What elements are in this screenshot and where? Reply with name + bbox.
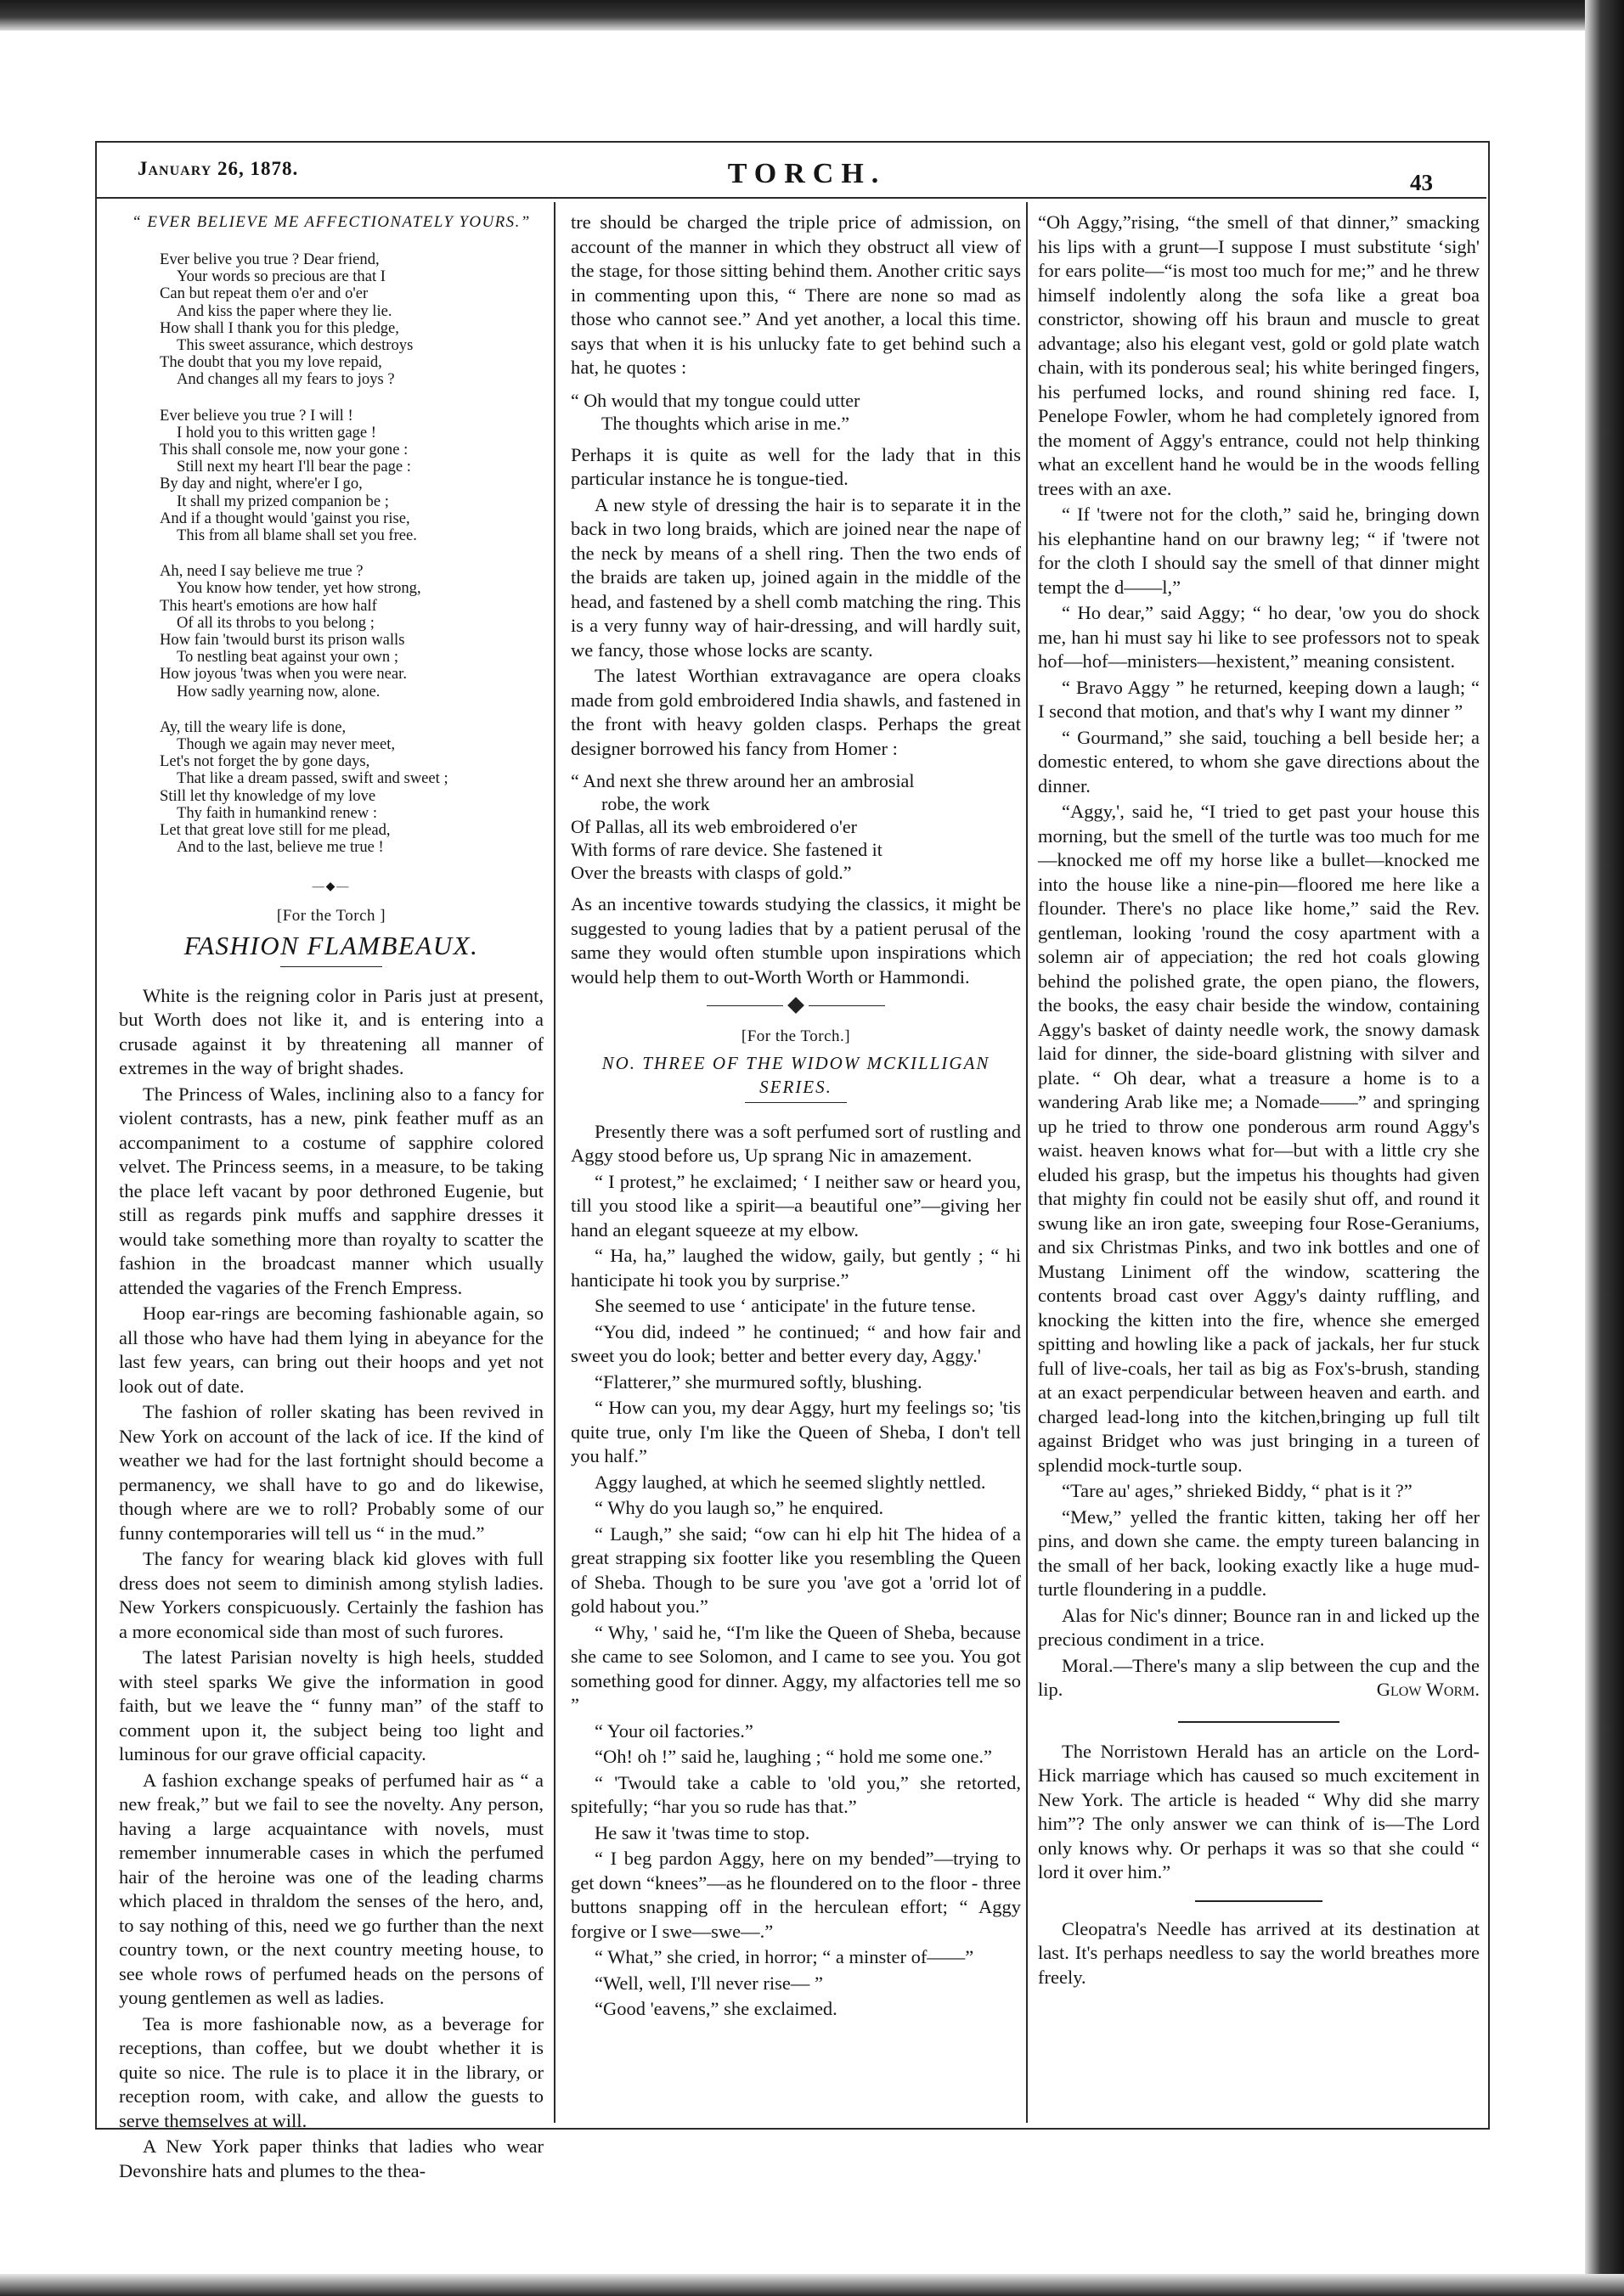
article-paragraph: A fashion exchange speaks of perfumed hair as “ a new freak,” but we fail to see the novelty. Any person, having a large acquaintance with novels, must remember innumerable cases in which the perfumed hair of the heroine was one of the leading charms which placed in thraldom the senses of the hero, and, to say nothing of this, need we go further than the next country town, or the next country meeting house, to see whole rows of perfumed heads on the persons of young gentlemen as well as ladies. (119, 1769, 544, 2008)
article-paragraph: “ I beg pardon Aggy, here on my bended”—trying to get down “knees”—as he floundered on to the floor - three buttons snapping off in the herculean effort; “ Aggy forgive or I swe—swe—.” (571, 1848, 1021, 1942)
title-rule (745, 1102, 847, 1103)
article-paragraph: Aggy laughed, at which he seemed slightly nettled. (595, 1471, 986, 1493)
article-paragraph: The latest Parisian novelty is high heels, studded with steel sparks We give the information in good faith, but we leave the “ funny man” of the staff to comment upon it, the subject being too light and luminous for our grave official capacity. (119, 1646, 544, 1764)
poem-line: And changes all my fears to joys ? (177, 370, 395, 389)
scan-edge-right (1585, 0, 1624, 2296)
article-paragraph: “ Bravo Aggy ” he returned, keeping down a laugh; “ I second that motion, and that's why I want my dinner ” (1038, 676, 1480, 722)
poem-line: Ah, need I say believe me true ? (160, 562, 364, 581)
widow-for-label: [For the Torch.] (741, 1027, 851, 1045)
poem-line: Still next my heart I'll bear the page : (177, 458, 411, 476)
poem-line: Though we again may never meet, (177, 735, 396, 754)
column-divider-1 (554, 202, 555, 2123)
poem-line: Can but repeat them o'er and o'er (160, 284, 369, 303)
article-paragraph: Hoop ear-rings are becoming fashionable again, so all those who have had them lying in abeyance for the last few years, can bring out their hoops and yet not look out of date. (119, 1303, 544, 1397)
brief-cleopatra: Cleopatra's Needle has arrived at its destination at last. It's perhaps needless to say the world breathes more freely. (1038, 1917, 1480, 1988)
ornament-divider (571, 999, 1021, 1011)
poem-title: “ EVER BELIEVE ME AFFECTIONATELY YOURS.” (132, 213, 531, 231)
fashion-title: FASHION FLAMBEAUX. (183, 930, 479, 960)
poem-line: Of all its throbs to you belong ; (177, 613, 375, 632)
article-paragraph: “ Gourmand,” she said, touching a bell beside her; a domestic entered, to whom she gave directions about the dinner. (1038, 726, 1480, 796)
poem-line: This shall console me, now your gone : (160, 441, 409, 459)
poem-line: How joyous 'twas when you were near. (160, 665, 407, 684)
article-paragraph: “ What,” she cried, in horror; “ a minster of——” (595, 1946, 974, 1967)
poem-stanza (119, 251, 544, 389)
article-paragraph: “You did, indeed ” he continued; “ and how fair and sweet you do look; better and better every day, Aggy.' (571, 1320, 1021, 1366)
article-paragraph: “Oh Aggy,”rising, “the smell of that dinner,” smacking his lips with a grunt—I suppose I must substitute ‘sigh' for ears polite—“is most too much for me;” and he threw himself indolently along the sofa like a great boa constrictor, showing off his braun and muscle to great advantage; also his elegant vest, gold or gold plate watch chain, with its ponderous seal; his white beringed fingers, his perfumed locks, and round shining red face. I, Penelope Fowler, whom he had completely ignored from the moment of Aggy's entrance, could not help thinking what an excellent hand he would be in the woods felling trees with an axe. (1038, 211, 1480, 499)
article-paragraph: A New York paper thinks that ladies who wear Devonshire hats and plumes to the thea- (119, 2136, 544, 2181)
poem-line: Let's not forget the by gone days, (160, 752, 370, 771)
poem-line: How shall I thank you for this pledge, (160, 318, 399, 337)
verse-line: Of Pallas, all its web embroidered o'er (571, 816, 857, 837)
poem-line: This heart's emotions are how half (160, 596, 377, 615)
article-paragraph: “Mew,” yelled the frantic kitten, taking her off her pins, and down she came. the empty tureen balancing in the small of her back, looking exactly like a huge mud-turtle floundering in a puddle. (1038, 1505, 1480, 1600)
column-divider-2 (1026, 202, 1028, 2123)
scan-edge-bottom (0, 2274, 1624, 2296)
poem-line: You know how tender, yet how strong, (177, 579, 421, 598)
article-paragraph: Tea is more fashionable now, as a beverage for receptions, than coffee, but we doubt whether it is quite so nice. The rule is to place it in the library, or reception room, with cake, and allow the guests to serve themselves at will. (119, 2012, 544, 2131)
poem-line: Ever belive you true ? Dear friend, (160, 250, 380, 268)
article-paragraph: “Aggy,', said he, “I tried to get past your house this morning, but the smell of the turtle was too much for me—knocked me off my horse like a bullet—knocked me into the house like a nine-pin—floored me here like a flounder. There's no place like home,” said the Rev. gentleman, looking 'round the cosy apartment with a solemn air of appeciation; the red hot coals glowing behind the polished grate, the open piano, the flowers, the books, the easy chair beside the window, containing Aggy's basket of dainty needle work, the snowy damask laid for dinner, the side-board glistning with silver and plate. “ Oh dear, what a treasure a home is to a wandering Arab like me; a Nomade——” and springing up he tried to throw one ponderous arm round Aggy's waist. heaven knows what for—but with a little cry she eluded his grasp, but the impetus his thoughts had given that mighty fin could not be easily shut off, and round it swung like an iron gate, sweeping four Rose-Geraniums, and six Christmas Pinks, and two ink bottles and one of Mustang Liniment off the window, scattering the contents broad cast over Aggy's dainty ruffling, and knocking the kitten into the fire, whence she emerged spitting and howling like a pack of jackals, her fur stuck full of live-coals, her tail as big as Fox's-brush, standing at an exact perpendicular between heaven and earth. and charged lead-long into the kitchen,bringing up full tilt against Bridget who was just bringing in a tureen of splendid mock-turtle soup. (1038, 801, 1480, 1476)
poem-line: How fain 'twould burst its prison walls (160, 631, 405, 650)
poem-line: Thy faith in humankind renew : (177, 803, 377, 822)
moral-text (1038, 1654, 1480, 1702)
article-paragraph: White is the reigning color in Paris just at present, but Worth does not like it, and is entering into a crusade against it by threatening all manner of extremes in the way of bright shades. (119, 984, 544, 1078)
poem-line: Still let thy knowledge of my love (160, 786, 376, 805)
article-paragraph: “Good 'eavens,” she exclaimed. (595, 1998, 837, 2019)
article-paragraph: “ How can you, my dear Aggy, hurt my feelings so; 'tis quite true, only I'm like the Queen of Sheba, I don't tell you half.” (571, 1397, 1021, 1466)
poem-line: And to the last, believe me true ! (177, 838, 384, 857)
poem-line: To nestling beat against your own ; (177, 648, 399, 667)
fashion-for-label: [For the Torch ] (276, 907, 386, 925)
widow-story-part2 (1038, 211, 1480, 1652)
poem-line: By day and night, where'er I go, (160, 475, 363, 493)
article-paragraph: “ Laugh,” she said; “ow can hi elp hit The hidea of a great strapping six footter like you resembling the Queen of Sheba. Though to be sure you 'ave got a 'orrid lot of gold habout you.” (571, 1522, 1021, 1617)
article-paragraph: The Princess of Wales, inclining also to a fancy for violent contrasts, has a new, pink feather muff as an accompaniment to a costume of sapphire colored velvet. The Princess seems, in a measure, to be taking the place left vacant by poor dethroned Eugenie, but still as regards pink muffs and sapphire dresses it would take something more than royalty to scatter the fashion in the broadcast manner which usually attended the vagaries of the French Empress. (119, 1083, 544, 1298)
article-paragraph: “Flatterer,” she murmured softly, blushing. (595, 1370, 922, 1393)
poem-line: And kiss the paper where they lie. (177, 301, 392, 320)
article-paragraph: “Oh! oh !” said he, laughing ; “ hold me some one.” (595, 1746, 992, 1767)
poem-line: How sadly yearning now, alone. (177, 682, 381, 701)
article-paragraph: The fancy for wearing black kid gloves with full dress does not seem to diminish among stylish ladies. New Yorkers conspicuously. Certainly the fashion has a more economical side than most of such furores. (119, 1548, 544, 1642)
author-signature: Glow Worm. (1376, 1679, 1480, 1700)
poem-stanza (119, 408, 544, 545)
brief-norristown: The Norristown Herald has an article on the Lord-Hick marriage which has caused so much excitement in New York. The article is headed “ Why did she marry him”? The only answer we can think of is—The Lord only knows why. Or perhaps it was so that she could “ lord it over him.” (1038, 1740, 1480, 1882)
poem-line: And if a thought would 'gainst you rise, (160, 509, 410, 527)
column-2 (571, 211, 1021, 2119)
scan-edge-top (0, 0, 1624, 31)
article-paragraph: Alas for Nic's dinner; Bounce ran in and licked up the precious condiment in a trice. (1038, 1604, 1480, 1650)
article-paragraph: “Tare au' ages,” shrieked Biddy, “ phat is it ?” (1062, 1480, 1413, 1501)
article-paragraph: A new style of dressing the hair is to separate it in the back in two long braids, which are joined near the nape of the neck by means of a shell ring. Then the two ends of the braids are taken up, joined again in the middle of the head, and fastened by a shell comb matching the ring. This is a very funny way of hair-dressing, and will hardly suit, we fancy, those whose locks are scanty. (571, 493, 1021, 661)
article-paragraph: “ Your oil factories.” (595, 1719, 753, 1742)
article-paragraph: Presently there was a soft perfumed sort of rustling and Aggy stood before us, Up sprang Nic in amazement. (571, 1120, 1021, 1166)
separator-rule (1195, 1900, 1322, 1902)
poem-stanza (119, 719, 544, 857)
separator-rule (1178, 1721, 1339, 1723)
article-paragraph: She seemed to use ‘ anticipate' in the future tense. (595, 1295, 976, 1316)
widow-story-part1 (571, 1120, 1021, 2022)
quoted-verse (571, 389, 1021, 435)
article-paragraph: “ Why do you laugh so,” he enquired. (595, 1497, 884, 1518)
header-rule (95, 197, 1486, 199)
article-paragraph: “Well, well, I'll never rise— ” (595, 1972, 824, 1994)
poem-body (119, 251, 544, 857)
homer-quote (571, 769, 1021, 884)
ornament-dash: —◆— (312, 880, 351, 893)
article-paragraph: “ Ha, ha,” laughed the widow, gaily, but gently ; “ hi hanticipate hi took you by surprise.” (571, 1245, 1021, 1291)
fashion-article (119, 984, 544, 2184)
verse-line: The thoughts which arise in me.” (601, 412, 850, 434)
article-paragraph: Perhaps it is quite as well for the lady that in this particular instance he is tongue-tied. (571, 443, 1021, 489)
poem-line: Ever believe you true ? I will ! (160, 406, 353, 425)
poem-line: The doubt that you my love repaid, (160, 353, 382, 372)
verse-line: With forms of rare device. She fastened it (571, 839, 882, 860)
article-paragraph: tre should be charged the triple price of admission, on account of the manner in which they obstruct all view of the stage, for those sitting behind them. Another critic says in commenting upon this, “ There are none so mad as those who cannot see.” And yet another, a local this time. says that when it is his unlucky fate to get behind such a hat, he quotes : (571, 211, 1021, 378)
poem-line: This from all blame shall set you free. (177, 526, 417, 545)
article-paragraph: “ 'Twould take a cable to 'old you,” she retorted, spitefully; “har you so rude has that.” (571, 1771, 1021, 1817)
title-rule (280, 966, 382, 967)
article-paragraph: The latest Worthian extravagance are opera cloaks made from gold embroidered India shawls, and fastened in the front with heavy golden clasps. Perhaps the great designer borrowed his fancy from Homer : (571, 665, 1021, 759)
column-3 (1038, 211, 1480, 2119)
page-number: 43 (1410, 170, 1433, 195)
article-paragraph: “ I protest,” he exclaimed; ‘ I neither saw or heard you, till you stood like a spirit—a beautiful one”—giving her hand an elegant squeeze at my elbow. (571, 1170, 1021, 1241)
column-1 (119, 211, 544, 2181)
newspaper-title: TORCH. (727, 158, 887, 189)
article-paragraph: “ Ho dear,” said Aggy; “ ho dear, 'ow you do shock me, han hi must say hi like to see professors not to speak hof—hof—ministers—hexistent,” meaning consistent. (1038, 602, 1480, 672)
verse-line: robe, the work (601, 793, 710, 814)
poem-line: Let that great love still for me plead, (160, 821, 391, 840)
widow-title: NO. THREE OF THE WIDOW MCKILLIGAN SERIES. (601, 1052, 990, 1097)
article-paragraph: The fashion of roller skating has been revived in New York on account of the lack of ice. If the kind of weather we had for the last fortnight should become a permanency, we shall have to go and do likewise, though where are we to roll? Probably some of our funny contemporaries will tell us “ in the mud.” (119, 1401, 544, 1544)
poem-stanza (119, 563, 544, 701)
verse-line: “ Oh would that my tongue could utter (571, 389, 860, 411)
article-paragraph: “ If 'twere not for the cloth,” said he, bringing down his elephantine hand on our brawny leg; “ if 'twere not for the cloth I should say the smell of that dinner might tempt the d——l,” (1038, 504, 1480, 598)
moral: Moral.—There's many a slip between the cup and the lip. (1038, 1654, 1480, 1700)
poem-line: This sweet assurance, which destroys (177, 336, 414, 355)
verse-line: Over the breasts with clasps of gold.” (571, 862, 852, 883)
issue-date: January 26, 1878. (138, 158, 299, 179)
poem-line: Ay, till the weary life is done, (160, 718, 347, 736)
poem-line: That like a dream passed, swift and sweet ; (177, 769, 448, 788)
article-paragraph: “ Why, ' said he, “I'm like the Queen of Sheba, because she came to see Solomon, and I came to see you. You got something good for dinner. Aggy, my alfactories tell me so ” (571, 1621, 1021, 1715)
poem-line: I hold you to this written gage ! (177, 423, 376, 442)
article-paragraph: He saw it 'twas time to stop. (595, 1821, 810, 1843)
verse-line: “ And next she threw around her an ambrosial (571, 770, 915, 791)
poem-line: Your words so precious are that I (177, 267, 386, 286)
poem-line: It shall my prized companion be ; (177, 492, 389, 510)
article-paragraph: As an incentive towards studying the classics, it might be suggested to young ladies that by a patient perusal of the same they would often stumble upon inspirations which would help them to out-Worth Worth or Hammondi. (571, 893, 1021, 988)
